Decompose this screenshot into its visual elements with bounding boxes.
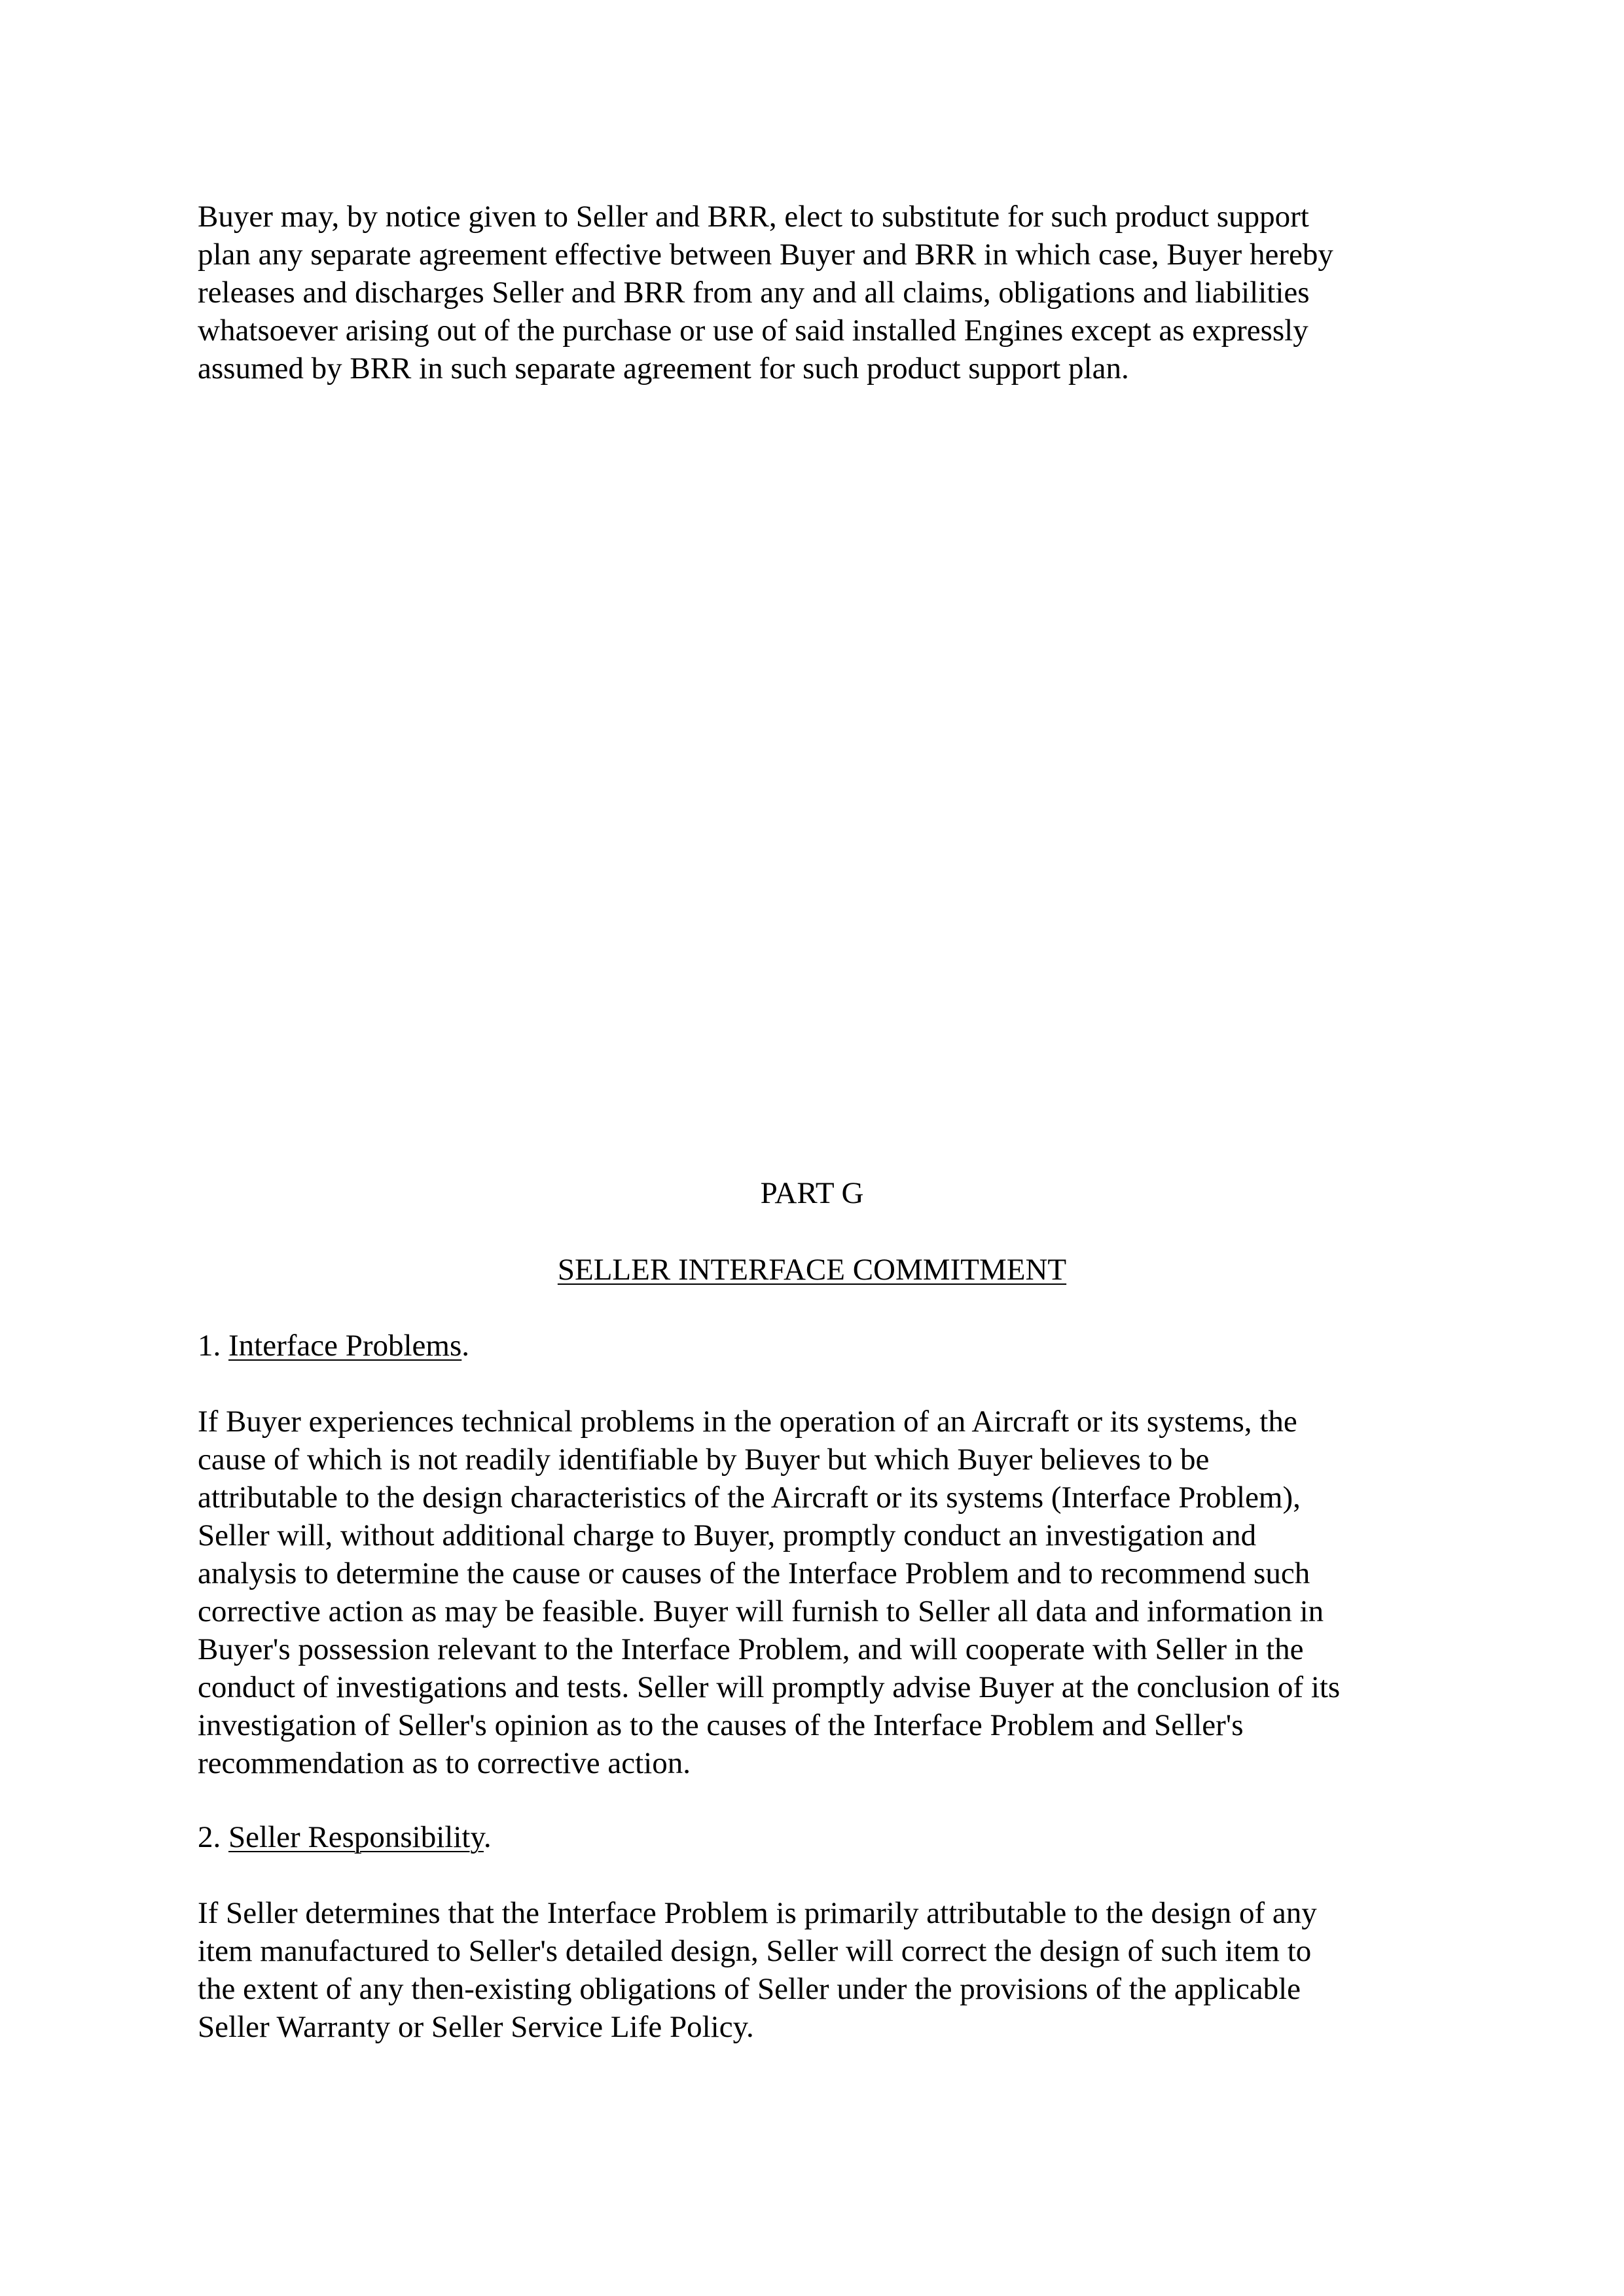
part-title-wrap [0,1251,1624,1289]
paragraph-line: releases and discharges Seller and BRR from any and all claims, obligations and liabilities [198,276,1310,310]
paragraph-line: attributable to the design characteristics of the Aircraft or its systems (Interface Problem), [198,1480,1301,1515]
paragraph-line: investigation of Seller's opinion as to the causes of the Interface Problem and Seller's [198,1708,1244,1742]
section-1-number: 1. [198,1329,228,1363]
paragraph-line: cause of which is not readily identifiable by Buyer but which Buyer believes to be [198,1443,1210,1477]
section-1-title: Interface Problems [228,1329,462,1363]
paragraph-line: recommendation as to corrective action. [198,1746,691,1780]
section-2-title: Seller Responsibility [228,1820,484,1854]
paragraph-line: the extent of any then-existing obligations of Seller under the provisions of the applicable [198,1972,1301,2006]
paragraph-line: analysis to determine the cause or causes of the Interface Problem and to recommend such [198,1556,1310,1590]
section-2-paragraph [198,1894,1441,2046]
section-1-period: . [461,1329,470,1363]
paragraph-line: Buyer's possession relevant to the Interface Problem, and will cooperate with Seller in the [198,1632,1304,1666]
paragraph-line: Buyer may, by notice given to Seller and BRR, elect to substitute for such product support [198,200,1309,234]
paragraph-line: If Seller determines that the Interface Problem is primarily attributable to the design of any [198,1896,1317,1930]
section-1-paragraph [198,1403,1441,1782]
paragraph-line: plan any separate agreement effective between Buyer and BRR in which case, Buyer hereby [198,238,1333,272]
section-2-number: 2. [198,1820,228,1854]
paragraph-line: Seller will, without additional charge to Buyer, promptly conduct an investigation and [198,1518,1257,1552]
part-label: PART G [760,1176,864,1210]
paragraph-line: conduct of investigations and tests. Seller will promptly advise Buyer at the conclusion of its [198,1670,1341,1704]
paragraph-line: assumed by BRR in such separate agreement for such product support plan. [198,351,1129,386]
paragraph-line: item manufactured to Seller's detailed design, Seller will correct the design of such item to [198,1934,1312,1968]
section-2-period: . [483,1820,492,1854]
section-1-heading [198,1327,469,1365]
paragraph-line: whatsoever arising out of the purchase or use of said installed Engines except as expressly [198,314,1308,348]
top-paragraph [198,198,1441,387]
paragraph-line: If Buyer experiences technical problems in the operation of an Aircraft or its systems, the [198,1405,1297,1439]
paragraph-line: corrective action as may be feasible. Buyer will furnish to Seller all data and information in [198,1594,1324,1628]
part-title: SELLER INTERFACE COMMITMENT [557,1253,1067,1287]
paragraph-line: Seller Warranty or Seller Service Life Policy. [198,2010,754,2044]
section-2-heading [198,1818,492,1856]
